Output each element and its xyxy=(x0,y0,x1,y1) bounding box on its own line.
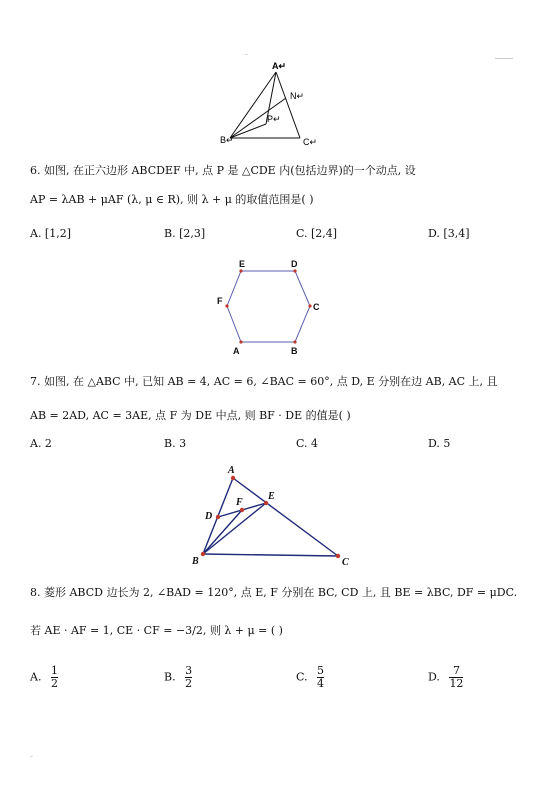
tri-label-D: D xyxy=(205,511,213,522)
q8-option-d-den: 12 xyxy=(449,677,464,690)
tri-label-F: F xyxy=(236,497,243,508)
header-rule xyxy=(495,58,513,59)
q8-option-d-letter: D. xyxy=(428,670,440,684)
q8-stem-line2: 若 AE · AF = 1, CE · CF = −3/2, 则 λ + μ = ( ) xyxy=(30,624,283,637)
top-triangle-figure xyxy=(210,60,320,152)
q8-option-c-letter: C. xyxy=(296,670,308,684)
q7-option-d[interactable]: D. 5 xyxy=(428,437,451,450)
q8-option-d-num: 7 xyxy=(452,664,460,677)
triangle-abc-figure xyxy=(190,462,360,570)
hex-label-B: B xyxy=(291,346,298,356)
q8-option-a-fraction xyxy=(51,665,58,690)
hex-label-C: C xyxy=(313,302,320,312)
q8-stem-line1: 8. 菱形 ABCD 边长为 2, ∠BAD = 120°, 点 E, F 分别在 BC, CD 上, 且 BE = λBC, DF = μDC. xyxy=(30,586,518,599)
segment-AB xyxy=(230,72,276,138)
label-A: A↵ xyxy=(272,61,287,71)
header-tick: - xyxy=(245,50,249,60)
q8-option-c-fraction xyxy=(317,665,324,690)
q8-option-c-num: 5 xyxy=(317,664,325,677)
q8-option-a-num: 1 xyxy=(50,664,58,677)
q8-option-c-den: 4 xyxy=(317,677,325,690)
tri-label-E: E xyxy=(268,491,275,502)
q8-option-b-letter: B. xyxy=(164,670,176,684)
q7-option-b[interactable]: B. 3 xyxy=(164,437,187,450)
hexagon-figure xyxy=(215,257,325,357)
q6-option-b[interactable]: B. [2,3] xyxy=(164,227,206,240)
q8-option-b-fraction xyxy=(185,665,192,690)
hex-label-F: F xyxy=(217,296,223,306)
tri-label-A: A xyxy=(228,465,235,476)
footer-tick: - xyxy=(30,752,34,762)
q8-option-b-den: 2 xyxy=(185,677,193,690)
q8-option-b[interactable] xyxy=(164,665,192,690)
q8-option-d[interactable] xyxy=(428,665,463,690)
q7-stem-line1: 7. 如图, 在 △ABC 中, 已知 AB = 4, AC = 6, ∠BAC = 60°, 点 D, E 分别在边 AB, AC 上, 且 xyxy=(30,375,498,388)
label-N: N↵ xyxy=(290,91,305,101)
segment-AC xyxy=(276,72,300,138)
q8-option-c[interactable] xyxy=(296,665,324,690)
label-C: C↵ xyxy=(303,137,318,147)
tri-label-B: B xyxy=(192,556,199,567)
q8-option-d-fraction xyxy=(449,665,463,690)
hexagon-ABCDEF xyxy=(227,271,310,342)
q8-option-a[interactable] xyxy=(30,665,58,690)
q6-option-a[interactable]: A. [1,2] xyxy=(30,227,72,240)
q7-option-a[interactable]: A. 2 xyxy=(30,437,52,450)
hex-label-E: E xyxy=(239,259,246,269)
tri-label-C: C xyxy=(342,557,349,568)
q7-option-c[interactable]: C. 4 xyxy=(296,437,319,450)
q8-option-a-den: 2 xyxy=(50,677,58,690)
label-P: P↵ xyxy=(267,114,281,124)
q7-stem-line2: AB = 2AD, AC = 3AE, 点 F 为 DE 中点, 则 BF · DE 的值是( ) xyxy=(30,409,351,422)
q8-option-a-letter: A. xyxy=(30,670,42,684)
q6-option-d[interactable]: D. [3,4] xyxy=(428,227,470,240)
label-B: B↵ xyxy=(220,135,234,145)
q6-stem-line2: AP = λAB + μAF (λ, μ ∈ R), 则 λ + μ 的取值范围是( ) xyxy=(30,193,314,206)
hex-label-A: A xyxy=(233,346,240,356)
q6-stem-line1: 6. 如图, 在正六边形 ABCDEF 中, 点 P 是 △CDE 内(包括边界)的一个动点, 设 xyxy=(30,164,416,177)
segment-BC xyxy=(203,554,338,556)
q6-option-c[interactable]: C. [2,4] xyxy=(296,227,338,240)
hex-label-D: D xyxy=(291,259,298,269)
q8-option-b-num: 3 xyxy=(185,664,193,677)
